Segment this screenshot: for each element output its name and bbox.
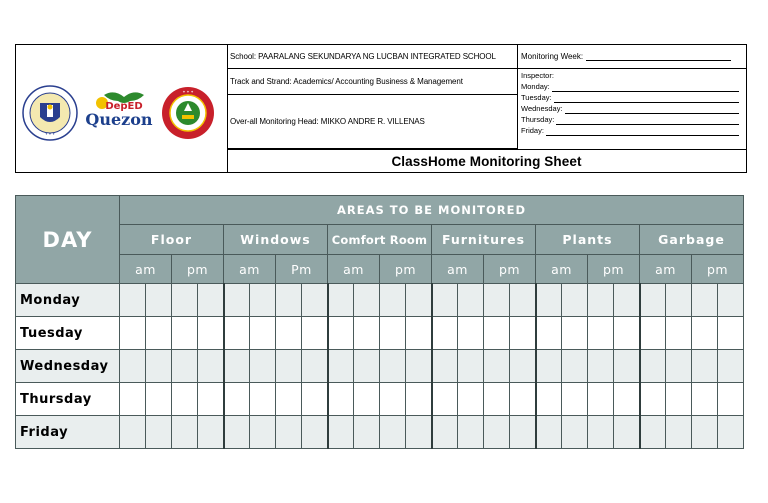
check-cell[interactable] <box>666 317 692 350</box>
session-pm: Pm <box>276 255 328 284</box>
check-cell[interactable] <box>640 383 666 416</box>
check-cell[interactable] <box>198 317 224 350</box>
logo-panel <box>16 45 228 172</box>
school-name: School: PAARALANG SEKUNDARYA NG LUCBAN INTEGRATED SCHOOL <box>227 45 517 69</box>
check-cell[interactable] <box>406 317 432 350</box>
check-cell[interactable] <box>224 416 250 449</box>
svg-text:Quezon: Quezon <box>85 110 153 129</box>
check-cell[interactable] <box>484 350 510 383</box>
deped-quezon-logo <box>84 89 154 133</box>
check-cell[interactable] <box>666 284 692 317</box>
check-cell[interactable] <box>406 284 432 317</box>
session-am: am <box>536 255 588 284</box>
session-am: am <box>640 255 692 284</box>
check-cell[interactable] <box>250 350 276 383</box>
check-cell[interactable] <box>562 416 588 449</box>
check-cell[interactable] <box>120 383 146 416</box>
check-cell[interactable] <box>614 383 640 416</box>
check-cell[interactable] <box>588 284 614 317</box>
check-cell[interactable] <box>276 383 302 416</box>
area-windows: Windows <box>224 225 328 255</box>
check-cell[interactable] <box>198 284 224 317</box>
session-am: am <box>120 255 172 284</box>
check-cell[interactable] <box>692 317 718 350</box>
check-cell[interactable] <box>640 317 666 350</box>
check-cell[interactable] <box>640 284 666 317</box>
inspector-friday-field[interactable]: Friday: <box>521 125 743 136</box>
check-cell[interactable] <box>562 317 588 350</box>
check-cell[interactable] <box>120 317 146 350</box>
check-cell[interactable] <box>406 383 432 416</box>
check-cell[interactable] <box>692 383 718 416</box>
check-cell[interactable] <box>172 383 198 416</box>
check-cell[interactable] <box>458 383 484 416</box>
svg-text:✦ ✦ ✦: ✦ ✦ ✦ <box>44 132 56 136</box>
check-cell[interactable] <box>536 317 562 350</box>
check-cell[interactable] <box>276 284 302 317</box>
check-cell[interactable] <box>328 284 354 317</box>
check-cell[interactable] <box>432 383 458 416</box>
check-cell[interactable] <box>172 317 198 350</box>
check-cell[interactable] <box>146 350 172 383</box>
check-cell[interactable] <box>276 350 302 383</box>
table-row <box>16 383 744 416</box>
check-cell[interactable] <box>354 383 380 416</box>
day-label: Wednesday <box>16 350 120 383</box>
check-cell[interactable] <box>458 350 484 383</box>
check-cell[interactable] <box>510 350 536 383</box>
check-cell[interactable] <box>432 416 458 449</box>
session-pm: pm <box>484 255 536 284</box>
check-cell[interactable] <box>328 350 354 383</box>
check-cell[interactable] <box>120 284 146 317</box>
check-cell[interactable] <box>692 284 718 317</box>
deped-seal-logo <box>22 85 78 141</box>
check-cell[interactable] <box>172 284 198 317</box>
session-am: am <box>328 255 380 284</box>
check-cell[interactable] <box>146 284 172 317</box>
session-pm: pm <box>380 255 432 284</box>
check-cell[interactable] <box>510 317 536 350</box>
session-pm: pm <box>692 255 744 284</box>
check-cell[interactable] <box>640 350 666 383</box>
check-cell[interactable] <box>432 317 458 350</box>
check-cell[interactable] <box>718 416 744 449</box>
check-cell[interactable] <box>380 284 406 317</box>
check-cell[interactable] <box>354 317 380 350</box>
check-cell[interactable] <box>588 383 614 416</box>
check-cell[interactable] <box>484 317 510 350</box>
check-cell[interactable] <box>302 284 328 317</box>
check-cell[interactable] <box>380 350 406 383</box>
check-cell[interactable] <box>224 383 250 416</box>
check-cell[interactable] <box>588 317 614 350</box>
session-am: am <box>224 255 276 284</box>
check-cell[interactable] <box>302 416 328 449</box>
check-cell[interactable] <box>120 350 146 383</box>
inspector-monday-field[interactable]: Monday: <box>521 81 743 92</box>
check-cell[interactable] <box>224 350 250 383</box>
check-cell[interactable] <box>562 350 588 383</box>
check-cell[interactable] <box>666 350 692 383</box>
check-cell[interactable] <box>510 416 536 449</box>
monitoring-week-field[interactable] <box>518 45 746 69</box>
check-cell[interactable] <box>172 350 198 383</box>
check-cell[interactable] <box>354 416 380 449</box>
day-label: Thursday <box>16 383 120 416</box>
check-cell[interactable] <box>510 284 536 317</box>
check-cell[interactable] <box>588 416 614 449</box>
check-cell[interactable] <box>614 416 640 449</box>
check-cell[interactable] <box>484 284 510 317</box>
monitoring-table <box>15 195 744 449</box>
check-cell[interactable] <box>276 317 302 350</box>
check-cell[interactable] <box>198 416 224 449</box>
check-cell[interactable] <box>328 383 354 416</box>
check-cell[interactable] <box>250 383 276 416</box>
check-cell[interactable] <box>172 416 198 449</box>
check-cell[interactable] <box>718 383 744 416</box>
check-cell[interactable] <box>692 416 718 449</box>
check-cell[interactable] <box>354 284 380 317</box>
day-label: Tuesday <box>16 317 120 350</box>
check-cell[interactable] <box>146 383 172 416</box>
check-cell[interactable] <box>432 350 458 383</box>
check-cell[interactable] <box>276 416 302 449</box>
check-cell[interactable] <box>692 350 718 383</box>
check-cell[interactable] <box>588 350 614 383</box>
check-cell[interactable] <box>536 416 562 449</box>
check-cell[interactable] <box>536 284 562 317</box>
inspector-tuesday-field[interactable]: Tuesday: <box>521 92 743 103</box>
check-cell[interactable] <box>224 284 250 317</box>
check-cell[interactable] <box>510 383 536 416</box>
check-cell[interactable] <box>250 317 276 350</box>
check-cell[interactable] <box>328 317 354 350</box>
check-cell[interactable] <box>666 416 692 449</box>
check-cell[interactable] <box>302 317 328 350</box>
areas-header: AREAS TO BE MONITORED <box>120 196 744 225</box>
check-cell[interactable] <box>406 416 432 449</box>
day-column-header: DAY <box>16 196 120 284</box>
school-info-panel <box>227 45 517 149</box>
table-row <box>16 317 744 350</box>
session-pm: pm <box>172 255 224 284</box>
check-cell[interactable] <box>198 383 224 416</box>
school-seal-logo <box>161 85 215 141</box>
area-comfort-room: Comfort Room <box>328 225 432 255</box>
table-row <box>16 350 744 383</box>
check-cell[interactable] <box>250 416 276 449</box>
track-strand: Track and Strand: Academics/ Accounting Business & Management <box>227 69 517 95</box>
check-cell[interactable] <box>536 383 562 416</box>
check-cell[interactable] <box>250 284 276 317</box>
check-cell[interactable] <box>536 350 562 383</box>
inspector-label: Inspector: <box>521 71 554 80</box>
svg-text:✦ ✦ ✦: ✦ ✦ ✦ <box>182 90 194 94</box>
check-cell[interactable] <box>562 284 588 317</box>
check-cell[interactable] <box>458 317 484 350</box>
inspector-list <box>518 69 746 137</box>
check-cell[interactable] <box>458 416 484 449</box>
check-cell[interactable] <box>614 317 640 350</box>
table-row <box>16 284 744 317</box>
monitoring-week-label: Monitoring Week: <box>521 52 584 61</box>
inspector-wednesday-field[interactable]: Wednesday: <box>521 103 743 114</box>
check-cell[interactable] <box>380 416 406 449</box>
monitoring-head: Over-all Monitoring Head: MIKKO ANDRE R. VILLENAS <box>227 95 517 149</box>
area-plants: Plants <box>536 225 640 255</box>
check-cell[interactable] <box>640 416 666 449</box>
check-cell[interactable] <box>146 317 172 350</box>
table-row <box>16 416 744 449</box>
check-cell[interactable] <box>614 350 640 383</box>
area-furnitures: Furnitures <box>432 225 536 255</box>
check-cell[interactable] <box>198 350 224 383</box>
check-cell[interactable] <box>614 284 640 317</box>
sheet-title: ClassHome Monitoring Sheet <box>227 149 746 172</box>
session-pm: pm <box>588 255 640 284</box>
check-cell[interactable] <box>146 416 172 449</box>
check-cell[interactable] <box>666 383 692 416</box>
check-cell[interactable] <box>380 383 406 416</box>
check-cell[interactable] <box>718 350 744 383</box>
check-cell[interactable] <box>224 317 250 350</box>
check-cell[interactable] <box>328 416 354 449</box>
inspection-panel <box>517 45 746 149</box>
check-cell[interactable] <box>432 284 458 317</box>
check-cell[interactable] <box>562 383 588 416</box>
check-cell[interactable] <box>120 416 146 449</box>
svg-text:DepED: DepED <box>105 101 143 112</box>
inspector-thursday-field[interactable]: Thursday: <box>521 114 743 125</box>
check-cell[interactable] <box>484 416 510 449</box>
area-garbage: Garbage <box>640 225 744 255</box>
check-cell[interactable] <box>484 383 510 416</box>
check-cell[interactable] <box>302 383 328 416</box>
check-cell[interactable] <box>354 350 380 383</box>
check-cell[interactable] <box>406 350 432 383</box>
check-cell[interactable] <box>458 284 484 317</box>
check-cell[interactable] <box>718 317 744 350</box>
check-cell[interactable] <box>380 317 406 350</box>
check-cell[interactable] <box>302 350 328 383</box>
day-label: Friday <box>16 416 120 449</box>
check-cell[interactable] <box>718 284 744 317</box>
monitoring-week-line <box>586 52 731 61</box>
session-am: am <box>432 255 484 284</box>
form-header <box>15 44 747 173</box>
area-floor: Floor <box>120 225 224 255</box>
day-label: Monday <box>16 284 120 317</box>
